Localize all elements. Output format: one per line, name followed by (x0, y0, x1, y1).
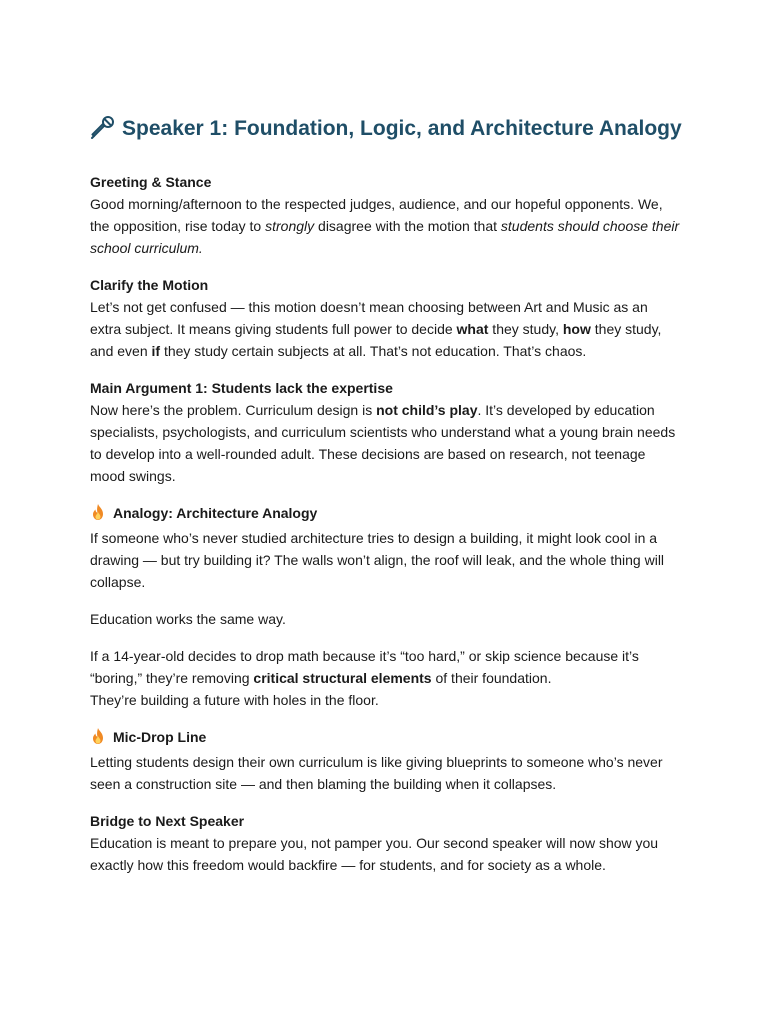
microphone-icon (90, 115, 116, 149)
section-clarify (90, 274, 682, 362)
section-greeting (90, 171, 682, 259)
section-heading: Analogy: Architecture Analogy (90, 502, 682, 527)
section-body: Now here’s the problem. Curriculum design is not child’s play. It’s developed by education specialists, psychologists, and curriculum scientists who understand what a young brain needs to develop into a well-rounded adult. These decisions are based on research, not teenage mood swings. (90, 402, 676, 484)
section-bridge (90, 810, 682, 876)
section-heading: Mic-Drop Line (90, 726, 682, 751)
section-heading: Bridge to Next Speaker (90, 813, 245, 829)
fire-icon (90, 503, 106, 527)
section-body: Letting students design their own curriculum is like giving blueprints to someone who’s never seen a construction site — and then blaming the building when it collapses. (90, 754, 663, 792)
section-heading: Greeting & Stance (90, 174, 212, 190)
section-body: Good morning/afternoon to the respected judges, audience, and our hopeful opponents. We, the opposition, rise today to strongly disagree with the motion that students should choose their school curriculum. (90, 196, 680, 256)
section-analogy (90, 502, 682, 711)
section-body: Education works the same way. (90, 611, 286, 627)
section-body: If someone who’s never studied architecture tries to design a building, it might look cool in a drawing — but try building it? The walls won’t align, the roof will leak, and the whole thing will collapse. (90, 530, 665, 590)
page-title: Speaker 1: Foundation, Logic, and Architecture Analogy (90, 112, 682, 149)
section-mic-drop (90, 726, 682, 795)
section-heading: Clarify the Motion (90, 277, 209, 293)
fire-icon (90, 727, 106, 751)
section-body: Education is meant to prepare you, not pamper you. Our second speaker will now show you exactly how this freedom would backfire — for students, and for society as a whole. (90, 835, 659, 873)
section-heading: Main Argument 1: Students lack the expertise (90, 380, 393, 396)
section-argument-1 (90, 377, 682, 487)
section-body: Let’s not get confused — this motion doesn’t mean choosing between Art and Music as an extra subject. It means giving students full power to decide what they study, how they study, and even if they study certain subjects at all. That’s not education. That’s chaos. (90, 299, 662, 359)
document-page (90, 112, 682, 891)
section-body: If a 14-year-old decides to drop math because it’s “too hard,” or skip science because it’s “boring,” they’re removing critical structural elements of their foundation. They’re building a future with holes in the floor. (90, 648, 639, 708)
